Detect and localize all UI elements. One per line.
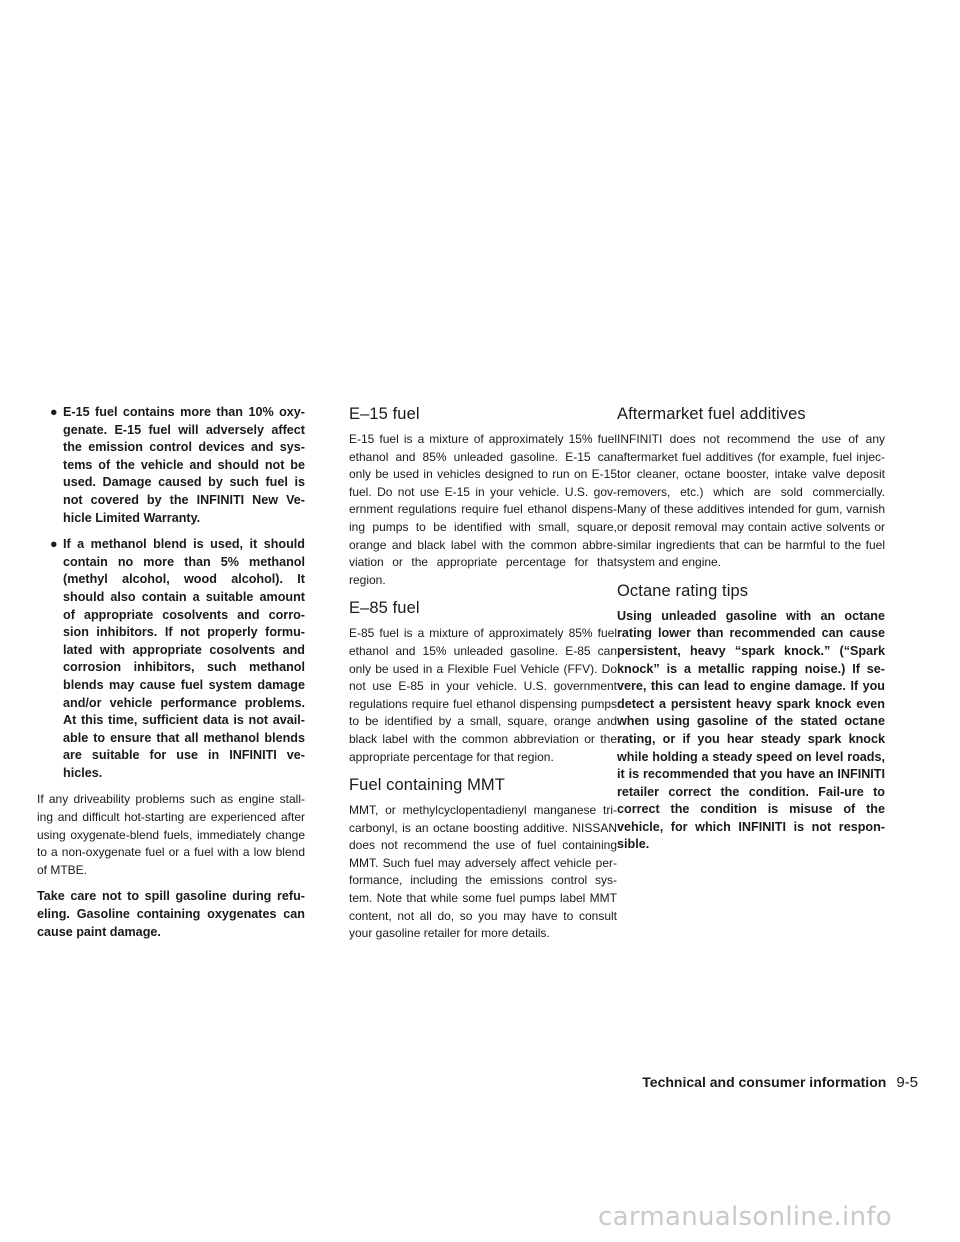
e15-heading: E–15 fuel [349,405,420,423]
bullet-icon: ● [50,405,58,419]
column-right [617,404,885,863]
watermark: carmanualsonline.info [598,1202,893,1232]
spill-caution-paragraph: Take care not to spill gasoline during refu-eling. Gasoline containing oxygenates can cause paint damage. [37,889,305,939]
mmt-heading: Fuel containing MMT [349,776,505,795]
bullet-item-e15-warning [37,404,305,527]
column-left [37,404,305,950]
e15-paragraph: E-15 fuel is a mixture of approximately 15% fuel ethanol and 85% unleaded gasoline. E-15 can only be used in vehicles designed to run on E-15 fuel. Do not use E-15 in your vehicle. U.S. gov-ernment regulations require fuel ethanol dispens-ing pumps to be identified with small, square, orange and black label with the common abbre-viation or the appropriate percentage for that region. [349,432,617,587]
bullet-icon: ● [50,537,58,552]
warning-bullet-list [37,404,305,782]
driveability-paragraph: If any driveability problems such as engine stall-ing and difficult hot-starting are experienced after using oxygenate-blend fuels, immediately change to a non-oxygenate fuel or a fuel with a low blend of MTBE. [37,792,305,877]
mmt-paragraph: MMT, or methylcyclopentadienyl manganese tri-carbonyl, is an octane boosting additive. NISSAN does not recommend the use of fuel containing MMT. Such fuel may adversely affect vehicle per-formance, including the emissions control sys-tem. Note that while some fuel pumps label MMT content, not all do, so you may have to consult your gasoline retailer for more details. [349,803,617,941]
footer-section-title: Technical and consumer information [642,1074,887,1090]
additives-paragraph: INFINITI does not recommend the use of any aftermarket fuel additives (for example, fuel injec-tor cleaner, octane booster, intake valve deposit removers, etc.) which are sold commercially. Many of these additives intended for gum, varnish or deposit removal may contain active solvents or similar ingredients that can be harmful to the fuel system and engine. [617,432,885,570]
e85-paragraph: E-85 fuel is a mixture of approximately 85% fuel ethanol and 15% unleaded gasoline. E-85 can only be used in a Flexible Fuel Vehicle (FFV). Do not use E-85 in your vehicle. U.S. government regulations require fuel ethanol dispensing pumps to be identified by a small, square, orange and black label with the common abbreviation or the appropriate percentage for that region. [349,626,617,764]
octane-heading: Octane rating tips [617,581,749,600]
page-footer [642,1074,918,1091]
octane-paragraph: Using unleaded gasoline with an octane rating lower than recommended can cause persistent, heavy “spark knock.” (“Spark knock” is a metallic rapping noise.) If se-vere, this can lead to engine damage. If you detect a persistent heavy spark knock even when using gasoline of the stated octane rating, or if you hear steady spark knock while holding a steady speed on level roads, it is recommended that you have an INFINITI retailer correct the condition. Fail-ure to correct the condition is misuse of the vehicle, for which INFINITI is not respon-sible. [617,608,885,852]
column-middle [349,404,617,952]
e85-heading: E–85 fuel [349,599,420,618]
page-number: 9-5 [896,1074,918,1091]
additives-heading: Aftermarket fuel additives [617,405,806,423]
bullet-text: E-15 fuel contains more than 10% oxy-genate. E-15 fuel will adversely affect the emission control devices and sys-tems of the vehicle and should not be used. Damage caused by such fuel is not covered by the INFINITI New Ve-hicle Limited Warranty. [63,405,305,525]
bullet-text: If a methanol blend is used, it should contain no more than 5% methanol (methyl alcohol, wood alcohol). It should also contain a suitable amount of appropriate cosolvents and corro-sion inhibitors. If not properly formu-lated with appropriate cosolvents and corrosion inhibitors, such methanol blends may cause fuel system damage and/or vehicle performance problems. At this time, sufficient data is not avail-able to ensure that all methanol blends are suitable for use in INFINITI ve-hicles. [63,537,305,780]
bullet-item-methanol-warning [37,536,305,782]
